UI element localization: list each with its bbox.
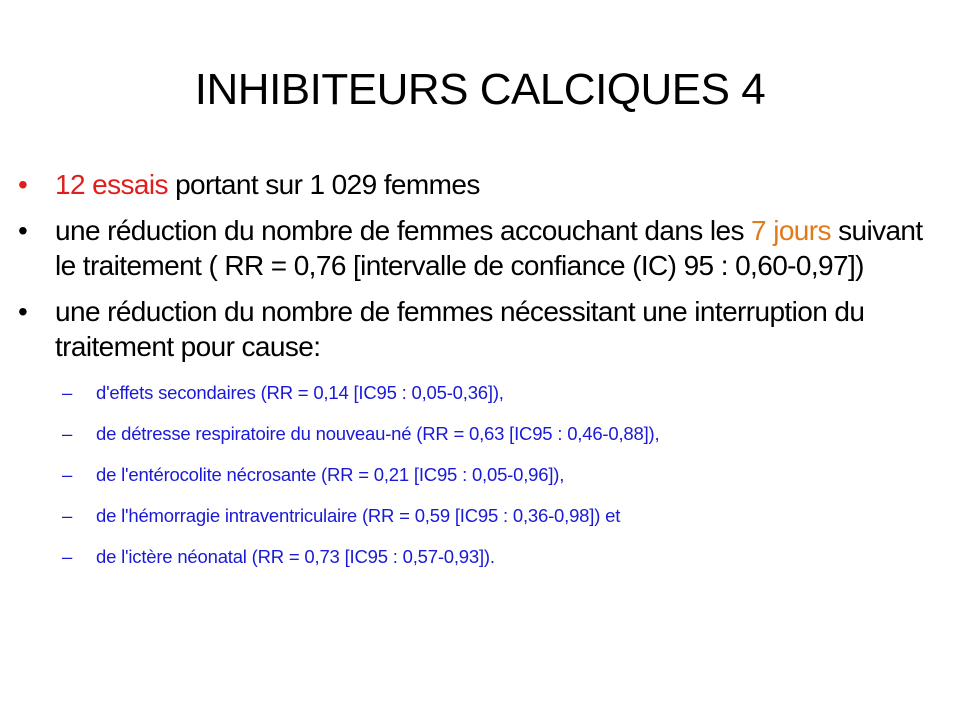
sub-item-text: de l'hémorragie intraventriculaire (RR = 0,59 [IC95 : 0,36-0,98]) et — [96, 505, 621, 526]
sub-item-text: de détresse respiratoire du nouveau-né (RR = 0,63 [IC95 : 0,46-0,88]), — [96, 423, 660, 444]
dash-icon: – — [62, 382, 73, 403]
sub-item-5 — [18, 544, 938, 570]
slide-content — [18, 167, 938, 585]
sub-item-text: de l'entérocolite nécrosante (RR = 0,21 [IC95 : 0,05-0,96]), — [96, 464, 565, 485]
bullet-text: portant sur 1 029 femmes — [167, 169, 480, 200]
bullet-text: une réduction du nombre de femmes nécessitant une interruption du traitement pour cause: — [55, 296, 865, 362]
dash-icon: – — [62, 423, 73, 444]
slide-title: INHIBITEURS CALCIQUES 4 — [194, 65, 766, 114]
bullet-text-pre: une réduction du nombre de femmes accouchant dans les — [55, 215, 752, 246]
highlight-essais: 12 essais — [55, 169, 168, 200]
bullet-dot-icon: • — [18, 215, 28, 246]
bullet-item-2 — [18, 213, 938, 283]
dash-icon: – — [62, 505, 73, 526]
sub-item-2 — [18, 421, 938, 447]
sub-item-4 — [18, 503, 938, 529]
bullet-dot-icon: • — [18, 296, 28, 327]
dash-icon: – — [62, 464, 73, 485]
sub-item-text: d'effets secondaires (RR = 0,14 [IC95 : 0,05-0,36]), — [96, 382, 504, 403]
bullet-item-3 — [18, 294, 938, 364]
bullet-text: suivant le traitement ( RR = 0,76 [intervalle de confiance (IC) 95 : 0,60-0,97]) — [55, 215, 923, 281]
dash-icon: – — [62, 546, 73, 567]
bullet-dot-icon: • — [18, 169, 28, 200]
sub-item-text: de l'ictère néonatal (RR = 0,73 [IC95 : 0,57-0,93]). — [96, 546, 495, 567]
sub-item-1 — [18, 380, 938, 406]
highlight-jours: 7 jours — [751, 215, 831, 246]
bullet-item-1 — [18, 167, 938, 202]
sub-item-3 — [18, 462, 938, 488]
